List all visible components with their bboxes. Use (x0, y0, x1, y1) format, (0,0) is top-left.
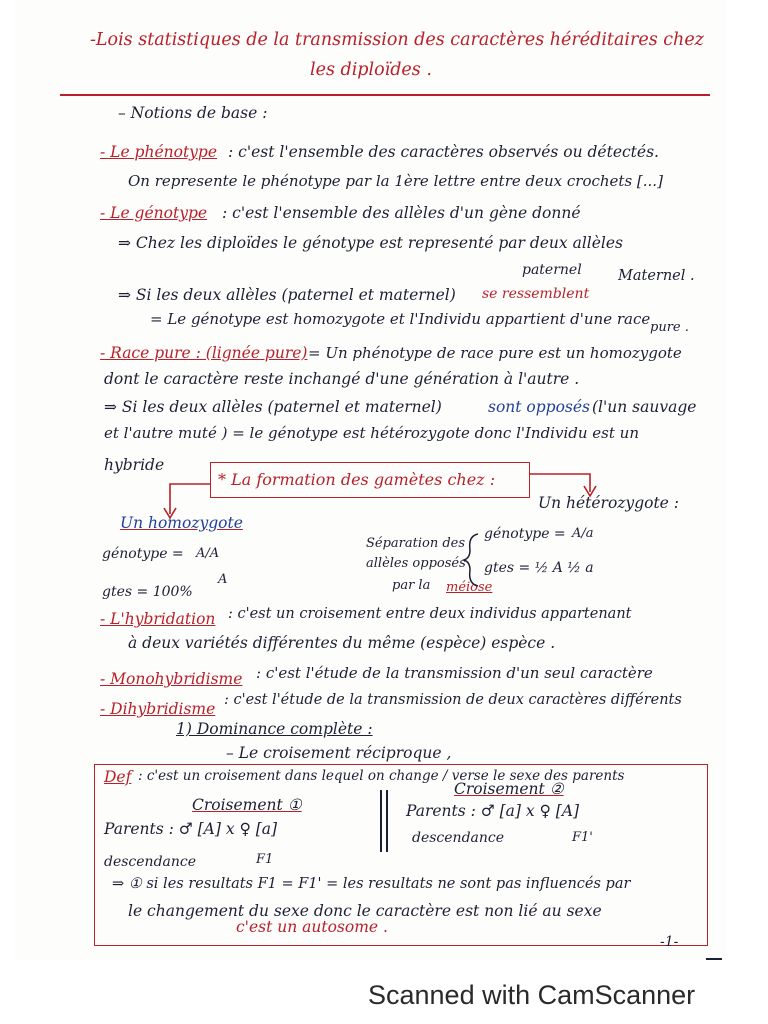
meiose-label: méiose (446, 580, 493, 595)
race-pure-term: - Race pure : (lignée pure) (100, 344, 308, 362)
monohybridisme-definition: : c'est l'étude de la transmission d'un seul caractère (256, 664, 653, 682)
paternel-label: paternel (522, 262, 582, 278)
hybridation-definition-2: à deux variétés différentes du même (espèce) espèce . (128, 634, 556, 652)
hybridation-term: - L'hybridation (100, 610, 216, 628)
phenotype-definition: : c'est l'ensemble des caractères observés ou détectés. (228, 143, 659, 161)
genotype-hetero-fraction: A/a (572, 526, 594, 541)
separator-left (380, 790, 382, 852)
ressemblent-text: se ressemblent (482, 286, 590, 302)
descendance-1: descendance (104, 854, 197, 870)
hybride-text: hybride (104, 456, 165, 474)
pure-label: pure . (650, 320, 689, 335)
croisement-reciproque: – Le croisement réciproque , (226, 744, 452, 762)
title-divider (60, 94, 710, 96)
hybridation-definition: : c'est un croisement entre deux individus appartenant (228, 606, 632, 622)
page-title-line1: -Lois statistiques de la transmission des caractères héréditaires chez (90, 30, 704, 50)
descendance-2: descendance (412, 830, 505, 846)
gametes-homo: gtes = 100% (102, 584, 193, 600)
scanner-watermark: Scanned with CamScanner (368, 980, 696, 1010)
separator-right (386, 790, 388, 852)
si-alleles-2: ⇒ Si les deux allèles (paternel et maternel) (104, 398, 442, 416)
croisement-1-heading: Croisement ① (192, 796, 302, 814)
conclusion-1: ⇒ ① si les resultats F1 = F1' = les resultats ne sont pas influencés par (112, 876, 631, 892)
croisement-2-heading: Croisement ② (454, 780, 564, 798)
f1: F1 (256, 852, 274, 867)
heterozygote-heading: Un hétérozygote : (538, 494, 679, 512)
genotype-term: - Le génotype (100, 204, 208, 222)
genotype-homo-fraction: A/A (196, 546, 220, 561)
race-pure-definition: = Un phénotype de race pure est un homozygote (308, 344, 682, 362)
dihybridisme-term: - Dihybridisme (100, 700, 216, 718)
heterozygote-line: et l'autre muté ) = le génotype est hétérozygote donc l'Individu est un (104, 424, 639, 442)
separation-3: par la (392, 578, 431, 593)
genotype-definition: : c'est l'ensemble des allèles d'un gène donné (222, 204, 581, 222)
parents-2: Parents : ♂ [a] x ♀ [A] (406, 802, 580, 820)
genotype-hetero: génotype = (484, 526, 566, 542)
phenotype-representation: On represente le phénotype par la 1ère lettre entre deux crochets [...] (128, 172, 663, 190)
homozygote-heading: Un homozygote (120, 514, 243, 532)
page-title-line2: les diploïdes . (310, 60, 432, 80)
formation-heading: * La formation des gamètes chez : (218, 470, 496, 489)
conclusion-2: le changement du sexe donc le caractère est non lié au sexe (128, 902, 602, 920)
opposes-text: sont opposés (488, 398, 591, 416)
diploides-line: ⇒ Chez les diploïdes le génotype est representé par deux allèles (118, 234, 623, 252)
maternel-label: Maternel . (618, 268, 695, 284)
definition-label: Def (104, 768, 132, 786)
gametes-hetero: gtes = ½ A ½ a (484, 560, 594, 576)
sauvage-text: (l'un sauvage (592, 398, 697, 416)
si-alleles-1: ⇒ Si les deux allèles (paternel et maternel) (118, 286, 456, 304)
page-number: -1- (660, 934, 679, 950)
dihybridisme-definition: : c'est l'étude de la transmission de deux caractères différents (224, 692, 682, 708)
notions-heading: – Notions de base : (118, 104, 268, 122)
page-edge-mark (706, 958, 722, 960)
gametes-homo-fraction: A (218, 572, 228, 587)
separation-1: Séparation des (366, 536, 466, 551)
brace (462, 532, 482, 588)
genotype-homo: génotype = (102, 546, 184, 562)
separation-2: allèles opposés (366, 556, 466, 571)
race-pure-definition-2: dont le caractère reste inchangé d'une génération à l'autre . (104, 370, 580, 388)
f1-prime: F1' (572, 830, 593, 845)
monohybridisme-term: - Monohybridisme (100, 670, 243, 688)
autosome-line: c'est un autosome . (236, 918, 388, 936)
dominance-heading: 1) Dominance complète : (176, 720, 373, 738)
homozygote-line: = Le génotype est homozygote et l'Individu appartient d'une race (150, 310, 651, 328)
definition-text: : c'est un croisement dans lequel on change / verse le sexe des parents (138, 768, 625, 784)
phenotype-term: - Le phénotype (100, 143, 218, 161)
parents-1: Parents : ♂ [A] x ♀ [a] (104, 820, 278, 838)
